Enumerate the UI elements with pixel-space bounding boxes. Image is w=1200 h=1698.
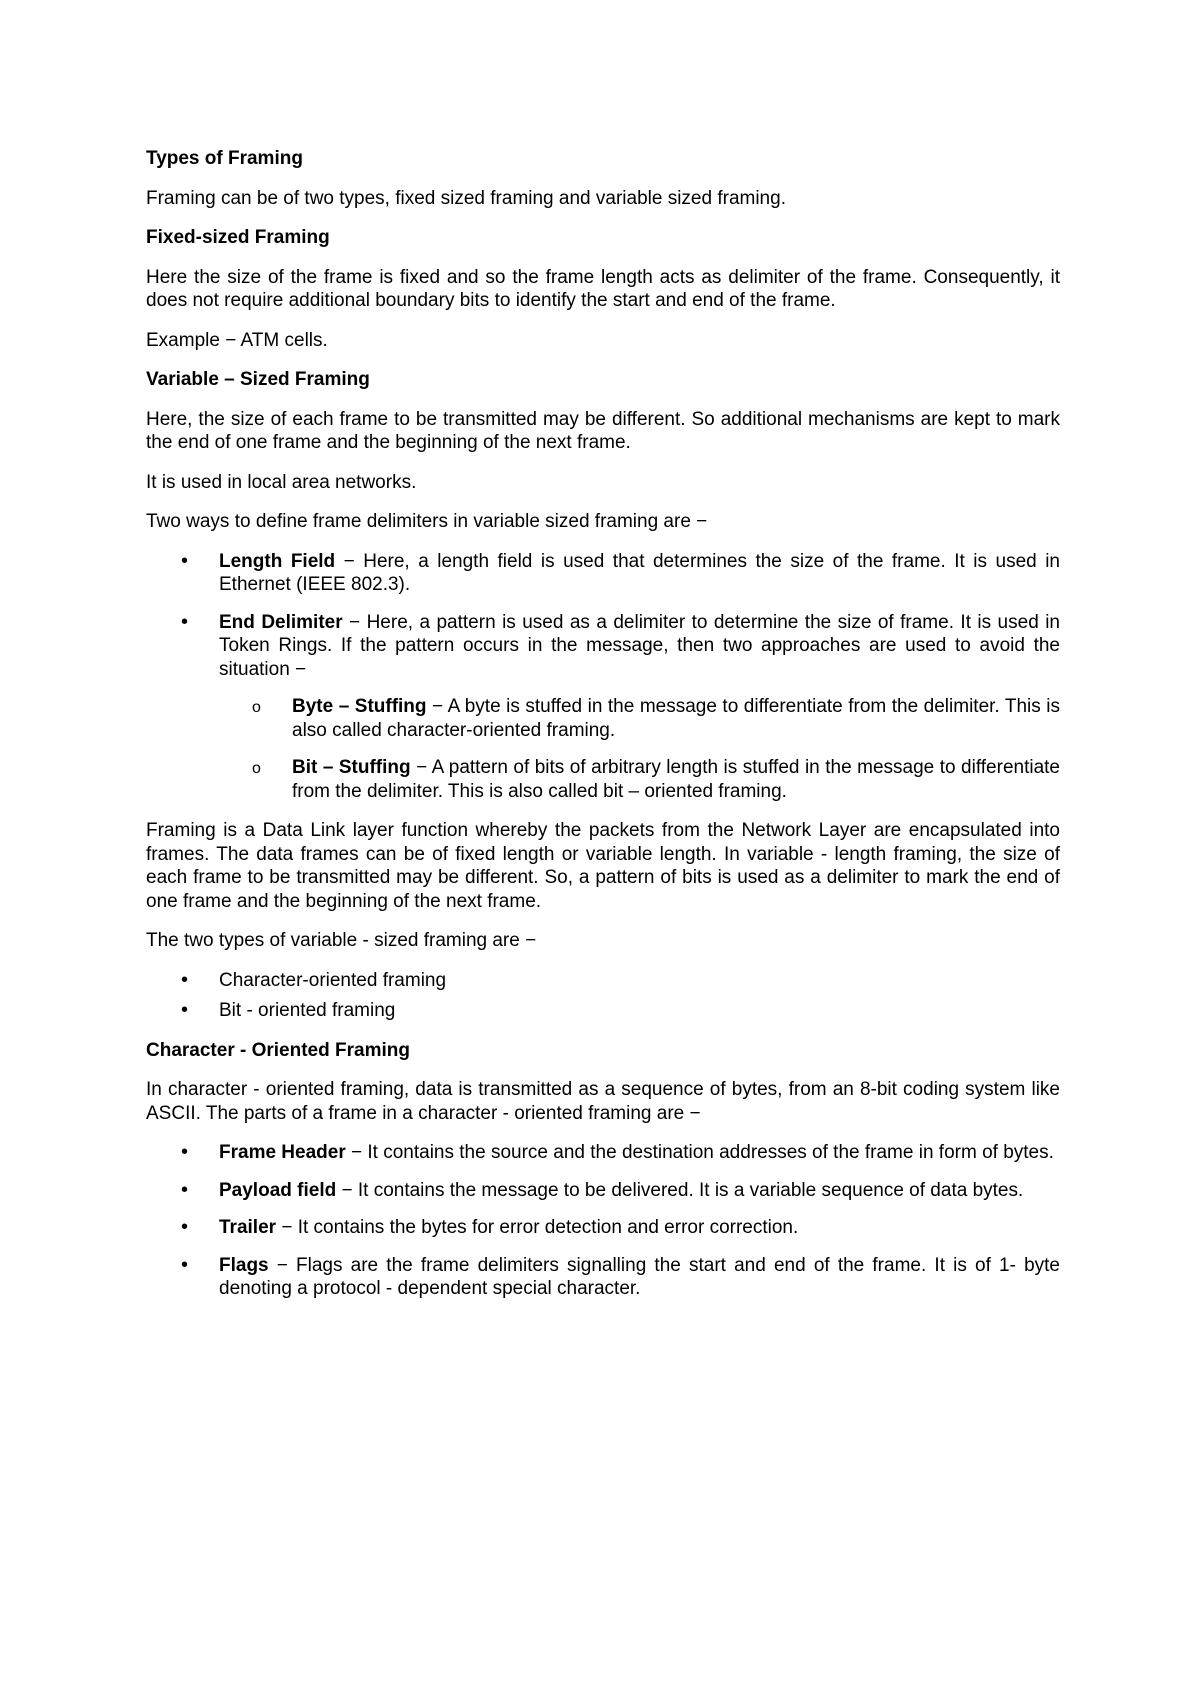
paragraph-framing-dll: Framing is a Data Link layer function whereby the packets from the Network Layer are encapsulated into frames. The data frames can be of fixed length or variable length. In variable - length framing, the size of each frame to be transmitted may be different. So, a pattern of bits is used as a delimiter to mark the end of one frame and the beginning of the next frame. <box>146 820 1060 912</box>
desc-payload-field: − It contains the message to be delivered. It is a variable sequence of data bytes. <box>336 1179 1024 1201</box>
list-item-bit-stuffing <box>219 756 1060 803</box>
term-byte-stuffing: Byte – Stuffing <box>292 696 427 717</box>
variable-types-list <box>146 969 1060 1023</box>
paragraph-two-types: The two types of variable - sized framing are − <box>146 930 537 951</box>
term-end-delimiter: End Delimiter <box>219 611 343 633</box>
desc-byte-stuffing: − A byte is stuffed in the message to differentiate from the delimiter. This is also called character-oriented framing. <box>292 696 1060 741</box>
desc-length-field: − Here, a length field is used that determines the size of the frame. It is used in Ethernet (IEEE 802.3). <box>219 550 1060 595</box>
list-item-trailer <box>146 1216 1060 1240</box>
desc-frame-header: − It contains the source and the destination addresses of the frame in form of bytes. <box>345 1142 1054 1163</box>
term-payload-field: Payload field <box>219 1179 337 1201</box>
heading-variable-sized-framing: Variable – Sized Framing <box>146 369 370 390</box>
desc-bit-stuffing: − A pattern of bits of arbitrary length is stuffed in the message to differentiate from the delimiter. This is also called bit – oriented framing. <box>292 757 1060 802</box>
document-body <box>146 147 1060 1317</box>
paragraph-types: Framing can be of two types, fixed sized framing and variable sized framing. <box>146 187 786 209</box>
stuffing-list <box>219 695 1060 803</box>
heading-character-oriented-framing: Character - Oriented Framing <box>146 1039 410 1061</box>
list-item-byte-stuffing <box>219 695 1060 742</box>
list-item-bit-oriented: • Bit - oriented framing <box>146 999 1060 1023</box>
list-item-length-field <box>146 550 1060 597</box>
frame-parts-list <box>146 1141 1060 1301</box>
list-item-character-oriented: • Character-oriented framing <box>146 969 1060 993</box>
paragraph-variable: Here, the size of each frame to be transmitted may be different. So additional mechanisms are kept to mark the end of one frame and the beginning of the next frame. <box>146 408 1060 453</box>
desc-end-delimiter: − Here, a pattern is used as a delimiter to determine the size of frame. It is used in Token Rings. If the pattern occurs in the message, then two approaches are used to avoid the situation − <box>219 611 1060 680</box>
delimiter-list <box>146 550 1060 804</box>
paragraph-example: Example − ATM cells. <box>146 329 328 351</box>
term-length-field: Length Field <box>219 550 336 572</box>
term-trailer: Trailer <box>219 1217 277 1238</box>
list-item-frame-header <box>146 1141 1060 1165</box>
list-item-end-delimiter <box>146 611 1060 804</box>
heading-types-of-framing: Types of Framing <box>146 148 303 169</box>
heading-fixed-sized-framing: Fixed-sized Framing <box>146 227 330 248</box>
desc-flags: − Flags are the frame delimiters signalling the start and end of the frame. It is of 1- byte denoting a protocol - dependent special character. <box>219 1254 1060 1299</box>
list-item-payload-field <box>146 1179 1060 1203</box>
term-frame-header: Frame Header <box>219 1142 346 1163</box>
term-flags: Flags <box>219 1254 269 1276</box>
term-bit-stuffing: Bit – Stuffing <box>292 757 411 778</box>
desc-trailer: − It contains the bytes for error detection and error correction. <box>276 1217 799 1238</box>
paragraph-fixed: Here the size of the frame is fixed and so the frame length acts as delimiter of the frame. Consequently, it does not require additional boundary bits to identify the start and end of the frame. <box>146 266 1060 311</box>
list-item-flags <box>146 1254 1060 1301</box>
paragraph-two-ways: Two ways to define frame delimiters in variable sized framing are − <box>146 511 708 532</box>
paragraph-character-oriented: In character - oriented framing, data is transmitted as a sequence of bytes, from an 8-bit coding system like ASCII. The parts of a frame in a character - oriented framing are − <box>146 1079 1060 1124</box>
paragraph-lan: It is used in local area networks. <box>146 471 417 493</box>
